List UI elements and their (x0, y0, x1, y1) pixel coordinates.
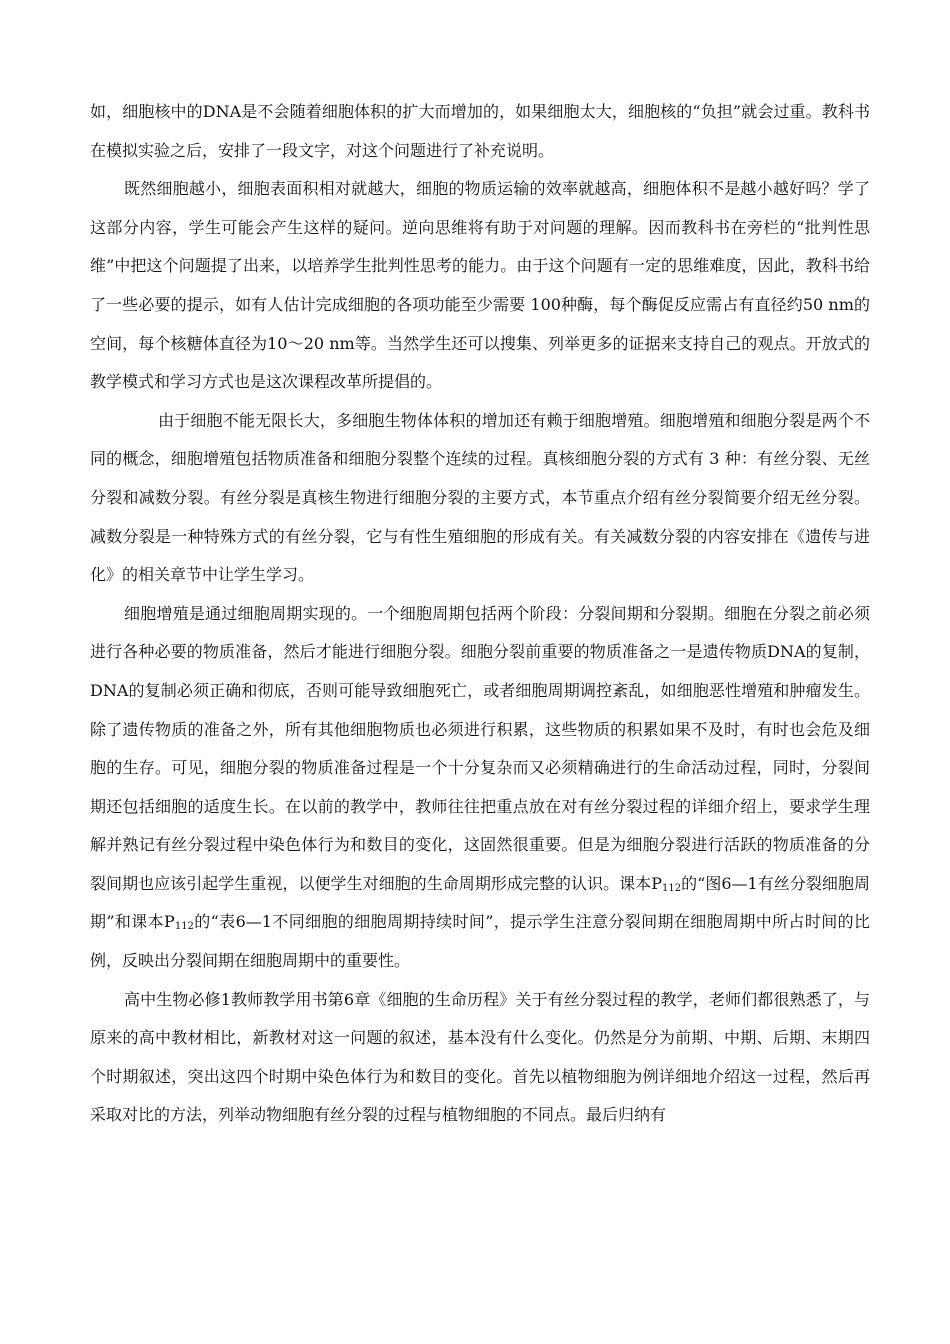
paragraph-5-text: 高中生物必修1教师教学用书第6章《细胞的生命历程》关于有丝分裂过程的教学，老师们都很熟悉了，与原来的高中教材相比，新教材对这一问题的叙述，基本没有什么变化。仍然是分为前期、中期、后期、末期四个时期叙述，突出这四个时期中染色体行为和数目的变化。首先以植物细胞为例详细地介绍这一过程，然后再采取对比的方法，列举动物细胞有丝分裂的过程与植物细胞的不同点。最后归纳有 (90, 989, 870, 1125)
document-body (90, 93, 870, 1135)
paragraph-1-text: 如，细胞核中的DNA是不会随着细胞体积的扩大而增加的，如果细胞太大，细胞核的“负担”就会过重。教科书在模拟实验之后，安排了一段文字，对这个问题进行了补充说明。 (90, 102, 870, 160)
paragraph-4-text-c: 的“表6—1不同细胞的细胞周期持续时间”，提示学生注意分裂间期在细胞周期中所占时间的比例，反映出分裂间期在细胞周期中的重要性。 (90, 912, 870, 971)
paragraph-4-text-a: 细胞增殖是通过细胞周期实现的。一个细胞周期包括两个阶段：分裂间期和分裂期。细胞在分裂之前必须进行各种必要的物质准备，然后才能进行细胞分裂。细胞分裂前重要的物质准备之一是遗传物质DNA的复制，DNA的复制必须正确和彻底，否则可能导致细胞死亡，或者细胞周期调控紊乱，如细胞恶性增殖和肿瘤发生。除了遗传物质的准备之外，所有其他细胞物质也必须进行积累，这些物质的积累如果不及时，有时也会危及细胞的生存。可见，细胞分裂的物质准备过程是一个十分复杂而又必须精确进行的生命活动过程，同时，分裂间期还包括细胞的适度生长。在以前的教学中，教师往往把重点放在对有丝分裂过程的详细介绍上，要求学生理解并熟记有丝分裂过程中染色体行为和数目的变化，这固然很重要。但是为细胞分裂进行活跃的物质准备的分裂间期也应该引起学生重视，以便学生对细胞的生命周期形成完整的认识。课本P (90, 603, 870, 893)
paragraph-2 (90, 170, 870, 402)
paragraph-1 (90, 93, 870, 170)
paragraph-3 (90, 402, 870, 595)
paragraph-4 (90, 595, 870, 981)
paragraph-2-text: 既然细胞越小，细胞表面积相对就越大，细胞的物质运输的效率就越高，细胞体积不是越小越好吗？学了这部分内容，学生可能会产生这样的疑问。逆向思维将有助于对问题的理解。因而教科书在旁栏的“批判性思维”中把这个问题提了出来，以培养学生批判性思考的能力。由于这个问题有一定的思维难度，因此，教科书给了一些必要的提示，如有人估计完成细胞的各项功能至少需要 100种酶，每个酶促反应需占有直径约50 nm的空间，每个核糖体直径为10～20 nm等。当然学生还可以搜集、列举更多的证据来支持自己的观点。开放式的教学模式和学习方式也是这次课程改革所提倡的。 (90, 179, 870, 392)
paragraph-4-text-b: 的“图6—1有丝分裂细胞周期”和课本P (90, 873, 870, 932)
page-number-subscript: 112 (174, 921, 194, 933)
page-number-subscript: 112 (661, 882, 682, 894)
paragraph-5 (90, 981, 870, 1135)
paragraph-3-text: 由于细胞不能无限长大，多细胞生物体体积的增加还有赖于细胞增殖。细胞增殖和细胞分裂是两个不同的概念，细胞增殖包括物质准备和细胞分裂整个连续的过程。真核细胞分裂的方式有 3 种：有丝分裂、无丝分裂和减数分裂。有丝分裂是真核生物进行细胞分裂的主要方式，本节重点介绍有丝分裂简要介绍无丝分裂。减数分裂是一种特殊方式的有丝分裂，它与有性生殖细胞的形成有关。有关减数分裂的内容安排在《遗传与进化》的相关章节中让学生学习。 (90, 410, 870, 585)
